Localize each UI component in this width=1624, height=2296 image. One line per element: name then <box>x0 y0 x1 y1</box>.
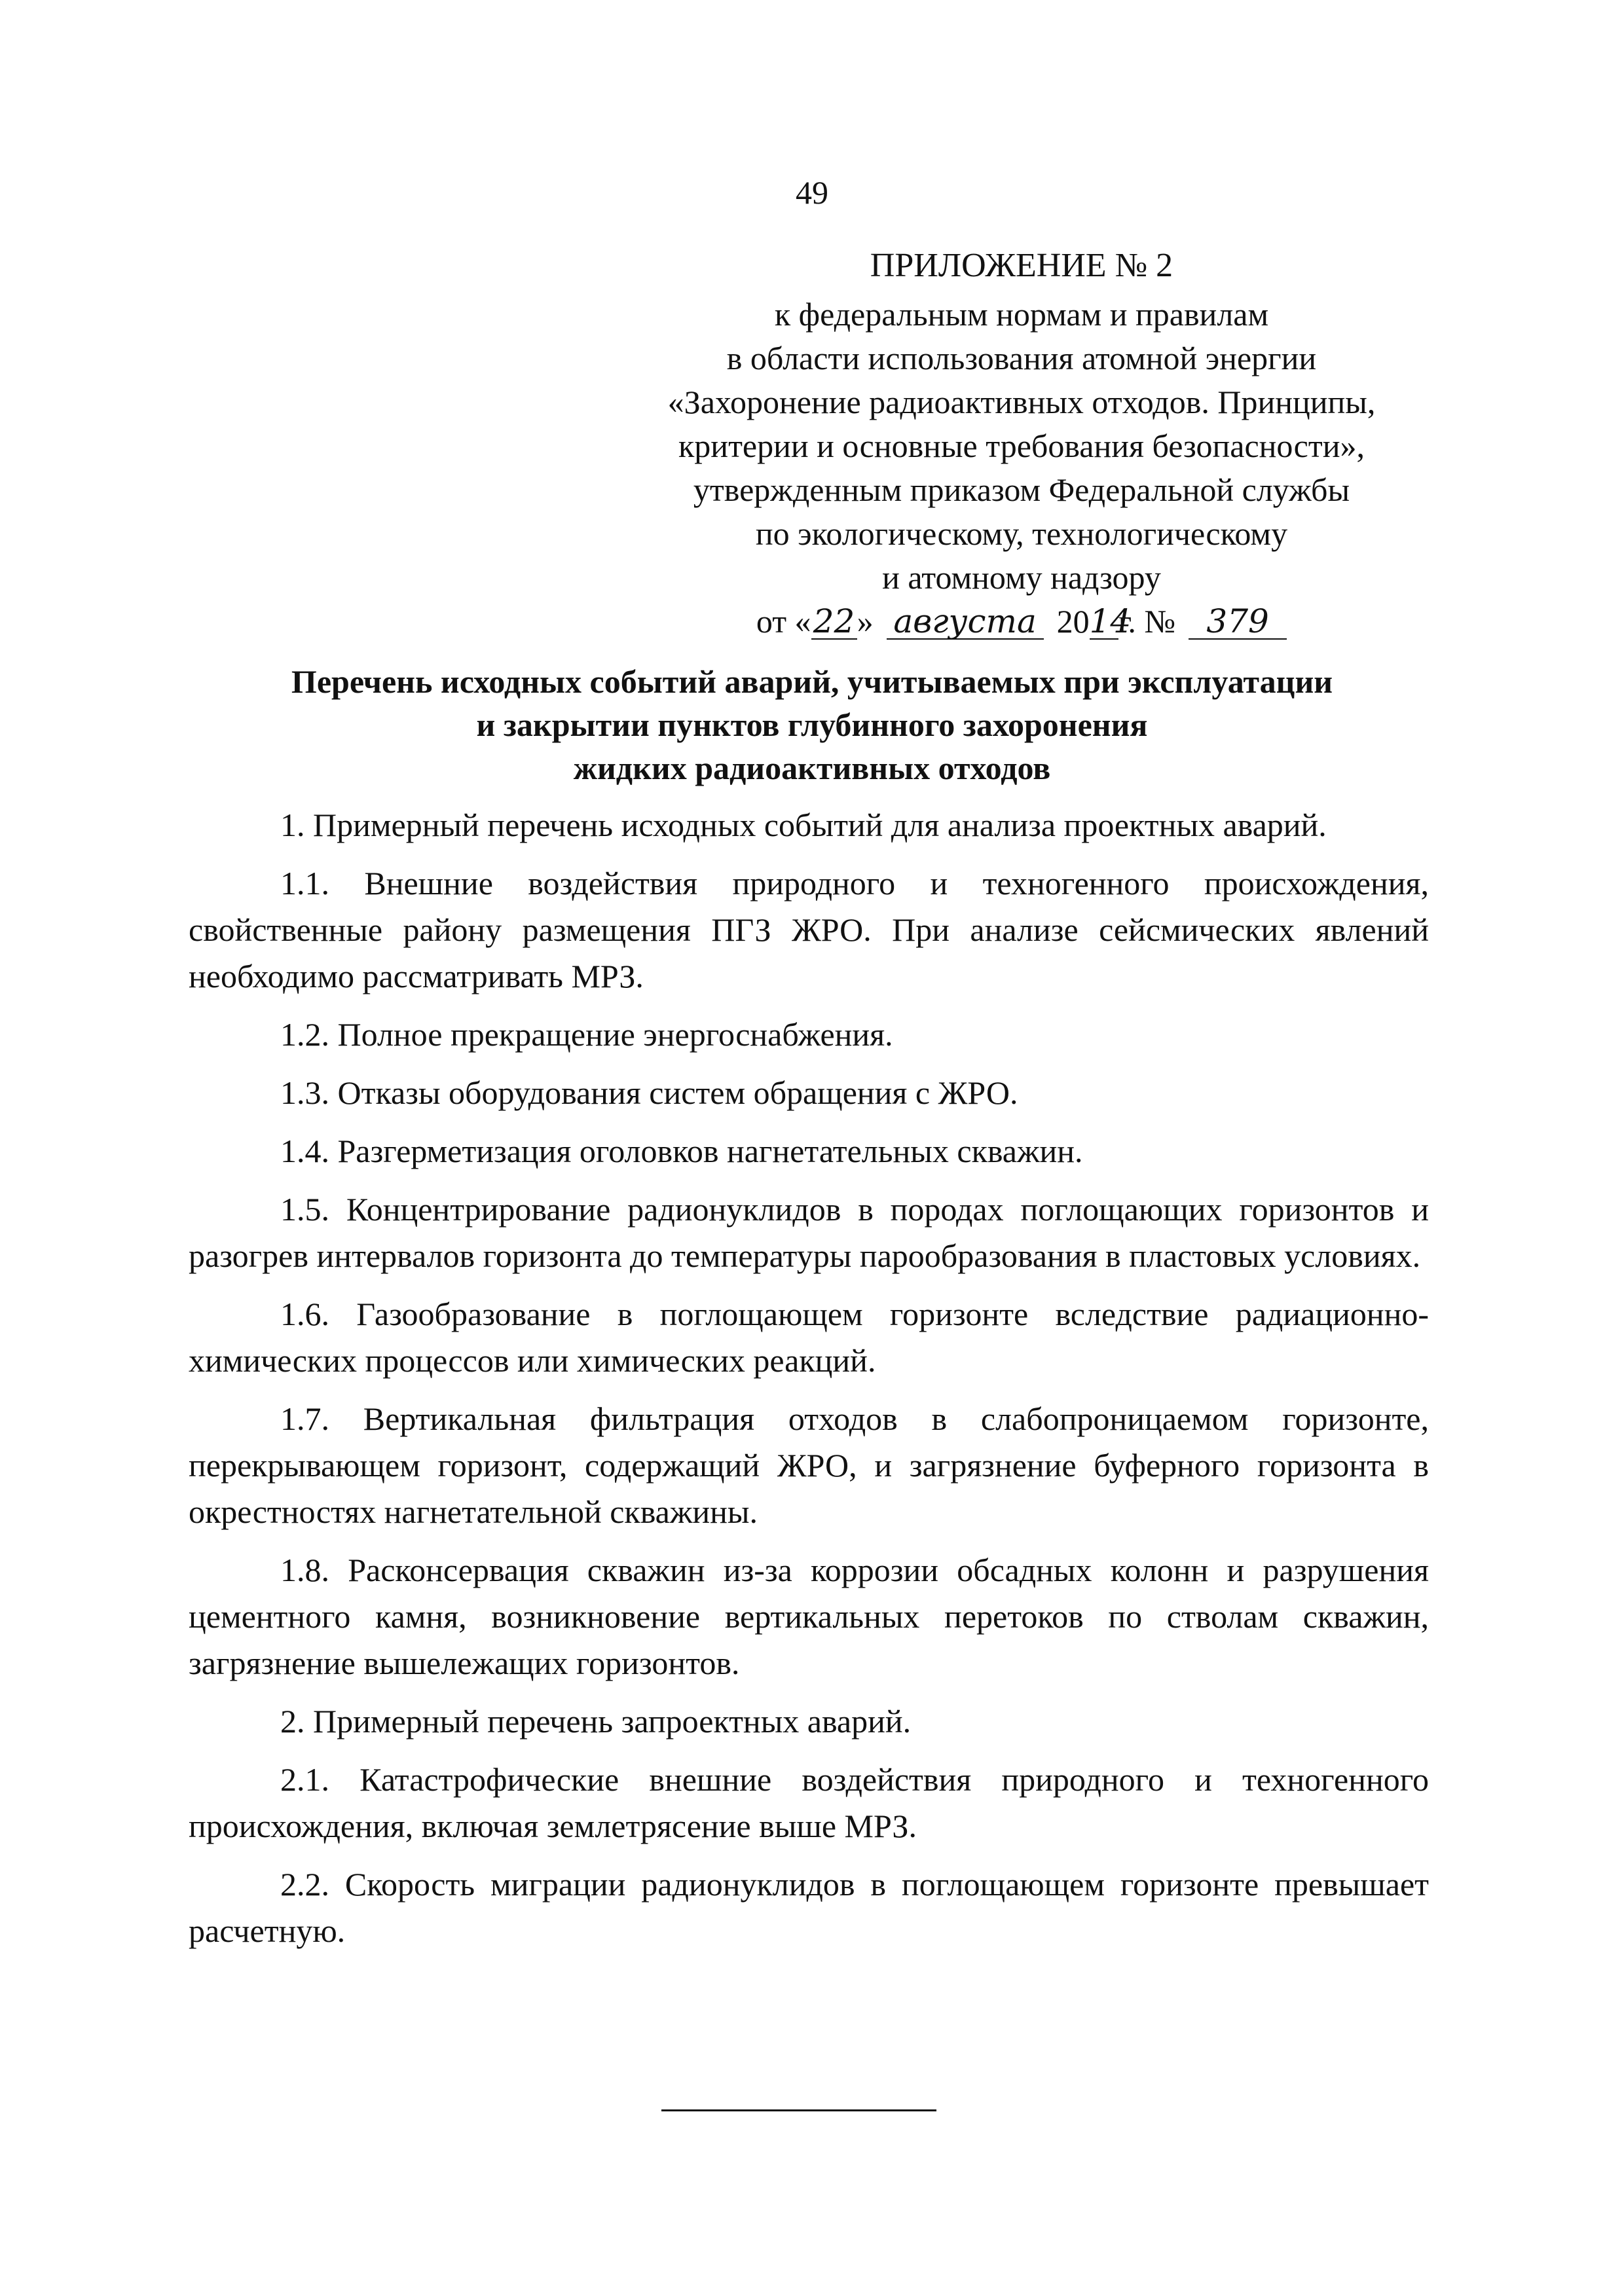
paragraph: 1.5. Концентрирование радионуклидов в породах поглощающих горизонтов и разогрев интервалов горизонта до температуры парообразования в пластовых условиях. <box>189 1191 1429 1274</box>
document-body <box>189 802 1429 1966</box>
order-year-handwritten: 14 <box>1089 602 1132 640</box>
order-year-prefix: 20 <box>1056 603 1090 640</box>
appendix-block <box>609 244 1434 644</box>
appendix-line: утвержденным приказом Федеральной службы <box>693 471 1350 508</box>
order-number-label: г. № <box>1118 603 1176 640</box>
appendix-line: в области использования атомной энергии <box>726 340 1317 376</box>
paragraph: 1.2. Полное прекращение энергоснабжения. <box>280 1016 893 1053</box>
appendix-line: к федеральным нормам и правилам <box>774 296 1269 333</box>
appendix-heading: ПРИЛОЖЕНИЕ № 2 <box>870 247 1173 284</box>
appendix-line: и атомному надзору <box>882 559 1161 596</box>
document-title <box>196 660 1428 790</box>
title-line: и закрытии пунктов глубинного захоронения <box>476 706 1148 743</box>
order-month-handwritten: августа <box>887 604 1044 640</box>
paragraph: 1.3. Отказы оборудования систем обращения с ЖРО. <box>280 1074 1018 1111</box>
paragraph: 1. Примерный перечень исходных событий для анализа проектных аварий. <box>280 807 1327 843</box>
paragraph: 2. Примерный перечень запроектных аварий. <box>280 1703 912 1740</box>
order-number-handwritten: 379 <box>1189 604 1287 640</box>
appendix-line: по экологическому, технологическому <box>755 515 1288 552</box>
title-line: жидких радиоактивных отходов <box>573 750 1051 786</box>
order-date-line <box>609 600 1434 644</box>
paragraph: 1.8. Расконсервация скважин из-за коррозии обсадных колонн и разрушения цементного камня, возникновение вертикальных перетоков по стволам скважин, загрязнение вышележащих горизонтов. <box>189 1552 1429 1681</box>
appendix-line: «Захоронение радиоактивных отходов. Принципы, <box>667 384 1376 420</box>
closing-rule <box>661 2109 936 2111</box>
appendix-line: критерии и основные требования безопасности», <box>678 428 1365 464</box>
paragraph: 1.4. Разгерметизация оголовков нагнетательных скважин. <box>280 1133 1083 1169</box>
order-day-handwritten: 22 <box>811 604 857 640</box>
page-number: 49 <box>796 174 828 211</box>
order-prefix: от « <box>756 603 811 640</box>
paragraph: 2.2. Скорость миграции радионуклидов в поглощающем горизонте превышает расчетную. <box>189 1866 1429 1949</box>
paragraph: 1.7. Вертикальная фильтрация отходов в слабопроницаемом горизонте, перекрывающем горизонт, содержащий ЖРО, и загрязнение буферного горизонта в окрестностях нагнетательной скважины. <box>189 1400 1429 1530</box>
paragraph: 1.6. Газообразование в поглощающем горизонте вследствие радиационно-химических процессов или химических реакций. <box>189 1296 1429 1379</box>
paragraph: 2.1. Катастрофические внешние воздействия природного и техногенного происхождения, включая землетрясение выше МРЗ. <box>189 1761 1429 1844</box>
title-line: Перечень исходных событий аварий, учитываемых при эксплуатации <box>291 663 1333 700</box>
paragraph: 1.1. Внешние воздействия природного и техногенного происхождения, свойственные району размещения ПГЗ ЖРО. При анализе сейсмических явлений необходимо рассматривать МРЗ. <box>189 865 1429 994</box>
order-close-quote: » <box>857 603 874 640</box>
